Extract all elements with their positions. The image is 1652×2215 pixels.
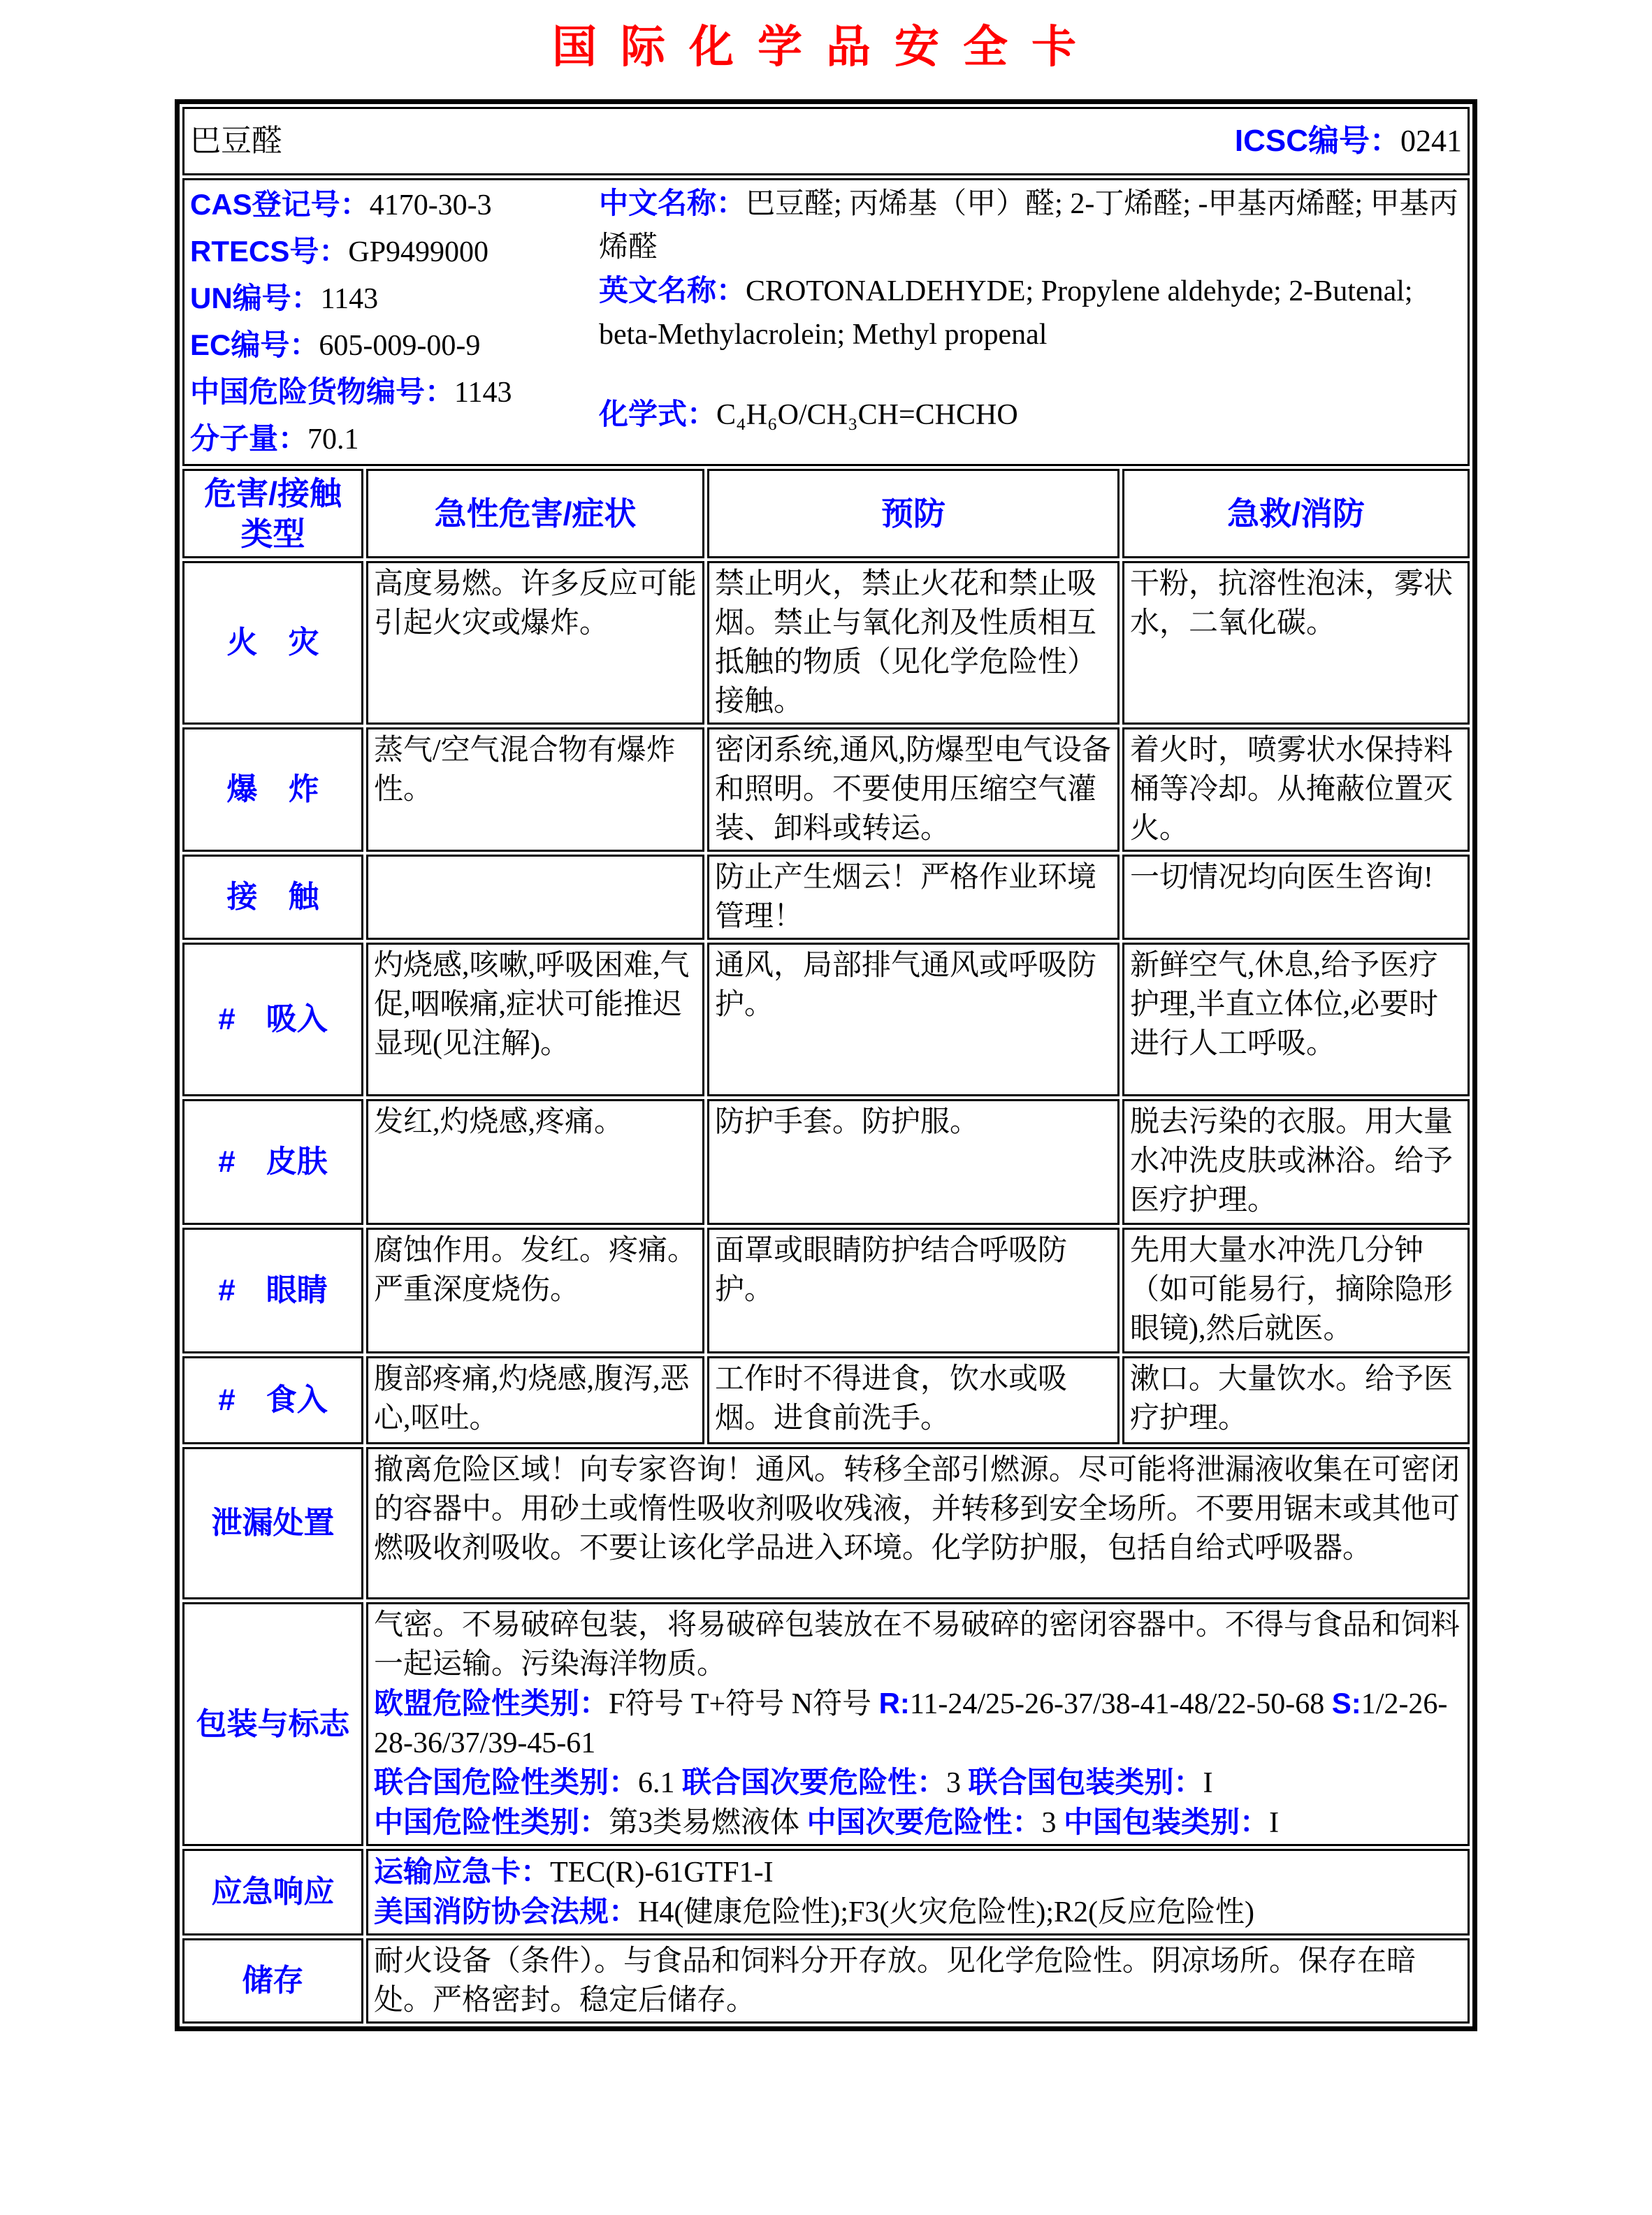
un-class-value: 6.1 xyxy=(638,1767,683,1799)
cn-subsidiary-value: 3 xyxy=(1041,1807,1064,1839)
spill-text-cell: 撤离危险区域！向专家咨询！通风。转移全部引燃源。尽可能将泄漏液收集在可密闭的容器中。用砂土或惰性吸收剂吸收残液，并转移到安全场所。不要用锯末或其他可燃吸收剂吸收。不要让该化学品进入环境。化学防护服，包括自给式呼吸器。 xyxy=(366,1447,1470,1599)
names-block xyxy=(599,182,1462,463)
s-phrases-value: 1/2-26-28-36/37/39-45-61 xyxy=(374,1688,1448,1759)
hazard-table-header-row xyxy=(182,469,1470,558)
ingestion-symptoms-cell: 腹部疼痛,灼烧感,腹泻,恶心,呕吐。 xyxy=(366,1356,704,1444)
row-label-storage: 储存 xyxy=(182,1938,363,2024)
storage-text-cell: 耐火设备（条件）。与食品和饲料分开存放。见化学危险性。阴凉场所。保存在暗处。严格密封。稳定后储存。 xyxy=(366,1938,1470,2024)
identifier-value: GP9499000 xyxy=(348,236,489,268)
english-names-label: 英文名称： xyxy=(599,274,746,307)
exposure-response-cell: 一切情况均向医生咨询! xyxy=(1122,855,1470,940)
identifier-label: RTECS号： xyxy=(190,235,349,268)
header-cell-symptoms: 急性危害/症状 xyxy=(366,469,704,558)
inhalation-symptoms-cell: 灼烧感,咳嗽,呼吸困难,气促,咽喉痛,症状可能推迟显现(见注解)。 xyxy=(366,943,704,1096)
skin-response-cell: 脱去污染的衣服。用大量水冲洗皮肤或淋浴。给予医疗护理。 xyxy=(1122,1099,1470,1225)
chemical-info-layout xyxy=(190,182,1462,463)
row-label-inhalation: # 吸入 xyxy=(182,943,363,1096)
icsc-number-value: 0241 xyxy=(1400,124,1462,158)
eyes-response-cell: 先用大量水冲洗几分钟（如可能易行，摘除隐形眼镜),然后就医。 xyxy=(1122,1228,1470,1353)
chinese-names-line xyxy=(599,182,1462,269)
r-phrases-label: R: xyxy=(878,1687,910,1720)
row-label-explosion: 爆 炸 xyxy=(182,727,363,852)
emergency-response-row xyxy=(182,1849,1470,1936)
fire-symptoms-cell: 高度易燃。许多反应可能引起火灾或爆炸。 xyxy=(366,561,704,725)
icsc-card-table xyxy=(175,99,1477,2031)
r-phrases-value: 11-24/25-26-37/38-41-48/22-50-68 xyxy=(909,1688,1332,1720)
hazard-row-skin xyxy=(182,1099,1470,1225)
identifier-value: 4170-30-3 xyxy=(369,189,492,222)
s-phrases-label: S: xyxy=(1331,1687,1361,1720)
tec-value: TEC(R)-61GTF1-I xyxy=(550,1857,774,1889)
packaging-un-line xyxy=(374,1763,1462,1803)
hazard-row-inhalation xyxy=(182,943,1470,1096)
un-class-label: 联合国危险性类别： xyxy=(374,1766,639,1799)
cn-class-value: 第3类易燃液体 xyxy=(609,1807,807,1839)
ingestion-response-cell: 漱口。大量饮水。给予医疗护理。 xyxy=(1122,1356,1470,1444)
identifier-label: CAS登记号： xyxy=(190,188,370,221)
chemical-info-cell xyxy=(182,178,1470,466)
header-cell-hazard-type: 危害/接触类型 xyxy=(182,469,363,558)
row-label-exposure: 接 触 xyxy=(182,855,363,940)
row-label-eyes: # 眼睛 xyxy=(182,1228,363,1353)
explosion-symptoms-cell: 蒸气/空气混合物有爆炸性。 xyxy=(366,727,704,852)
page-title: 国际化学品安全卡 xyxy=(552,22,1100,72)
hazard-row-exposure xyxy=(182,855,1470,940)
row-label-packaging: 包装与标志 xyxy=(182,1602,363,1846)
explosion-response-cell: 着火时，喷雾状水保持料桶等冷却。从掩蔽位置灭火。 xyxy=(1122,727,1470,852)
eu-symbols: F符号 T+符号 N符号 xyxy=(609,1688,879,1720)
eyes-symptoms-cell: 腐蚀作用。发红。疼痛。严重深度烧伤。 xyxy=(366,1228,704,1353)
identifier-value: 70.1 xyxy=(307,423,359,456)
identifier-list xyxy=(190,182,599,463)
row-label-emergency: 应急响应 xyxy=(182,1849,363,1936)
chemical-name: 巴豆醛 xyxy=(190,124,282,158)
inhalation-response-cell: 新鲜空气,休息,给予医疗护理,半直立体位,必要时进行人工呼吸。 xyxy=(1122,943,1470,1096)
hazard-row-ingestion xyxy=(182,1356,1470,1444)
row-label-ingestion: # 食入 xyxy=(182,1356,363,1444)
identifier-value: 1143 xyxy=(320,283,379,315)
card-title-cell xyxy=(182,107,1470,175)
english-names-line xyxy=(599,269,1462,356)
header-cell-prevention: 预防 xyxy=(707,469,1120,558)
chemical-info-row xyxy=(182,178,1470,466)
exposure-symptoms-cell xyxy=(366,855,704,940)
un-subsidiary-value: 3 xyxy=(946,1767,969,1799)
inhalation-prevention-cell: 通风，局部排气通风或呼吸防护。 xyxy=(707,943,1120,1096)
formula-line xyxy=(599,393,1462,437)
header-cell-first-aid: 急救/消防 xyxy=(1122,469,1470,558)
un-packing-group-label: 联合国包装类别： xyxy=(968,1766,1203,1799)
un-packing-group-value: I xyxy=(1203,1767,1213,1799)
identifier-molecular-weight xyxy=(190,416,599,463)
cn-class-label: 中国危险性类别： xyxy=(374,1806,609,1838)
packaging-row xyxy=(182,1602,1470,1846)
identifier-label: 分子量： xyxy=(190,422,308,455)
name-bar xyxy=(190,122,1462,161)
chinese-names-value: 巴豆醛; 丙烯基（甲）醛; 2-丁烯醛; -甲基丙烯醛; 甲基丙烯醛 xyxy=(599,188,1458,263)
eu-class-label: 欧盟危险性类别： xyxy=(374,1687,609,1720)
row-label-fire: 火 灾 xyxy=(182,561,363,725)
cn-packing-group-label: 中国包装类别： xyxy=(1064,1806,1270,1838)
exposure-prevention-cell: 防止产生烟云！严格作业环境管理！ xyxy=(707,855,1120,940)
identifier-label: EC编号： xyxy=(190,328,319,361)
eyes-prevention-cell: 面罩或眼睛防护结合呼吸防护。 xyxy=(707,1228,1120,1353)
storage-row xyxy=(182,1938,1470,2024)
explosion-prevention-cell: 密闭系统,通风,防爆型电气设备和照明。不要使用压缩空气灌装、卸料或转运。 xyxy=(707,727,1120,852)
nfpa-line xyxy=(374,1892,1462,1932)
emergency-content-cell xyxy=(366,1849,1470,1936)
formula-value: C₄H₆O/CH₃CH=CHCHO xyxy=(716,399,1018,431)
row-label-skin: # 皮肤 xyxy=(182,1099,363,1225)
formula-label: 化学式： xyxy=(599,398,717,430)
tec-label: 运输应急卡： xyxy=(374,1855,551,1888)
identifier-un xyxy=(190,275,599,322)
identifier-cn-dangerous-goods xyxy=(190,369,599,416)
packaging-cn-line xyxy=(374,1803,1462,1843)
row-label-spill: 泄漏处置 xyxy=(182,1447,363,1599)
identifier-value: 1143 xyxy=(454,377,512,409)
identifier-cas xyxy=(190,182,599,228)
identifier-ec xyxy=(190,322,599,369)
ingestion-prevention-cell: 工作时不得进食，饮水或吸烟。进食前洗手。 xyxy=(707,1356,1120,1444)
cn-subsidiary-label: 中国次要危险性： xyxy=(806,1806,1042,1838)
un-subsidiary-label: 联合国次要危险性： xyxy=(682,1766,947,1799)
packaging-content-cell xyxy=(366,1602,1470,1846)
hazard-row-explosion xyxy=(182,727,1470,852)
identifier-label: UN编号： xyxy=(190,282,321,314)
icsc-number xyxy=(1235,122,1462,161)
spill-row xyxy=(182,1447,1470,1599)
tec-line xyxy=(374,1852,1462,1892)
chinese-names-label: 中文名称： xyxy=(599,187,746,219)
nfpa-label: 美国消防协会法规： xyxy=(374,1895,639,1928)
fire-response-cell: 干粉，抗溶性泡沫，雾状水，二氧化碳。 xyxy=(1122,561,1470,725)
icsc-number-label: ICSC编号： xyxy=(1234,124,1400,158)
identifier-label: 中国危险货物编号： xyxy=(190,375,455,408)
english-names-value: CROTONALDEHYDE; Propylene aldehyde; 2-Butenal; beta-Methylacrolein; Methyl propenal xyxy=(599,275,1413,351)
nfpa-value: H4(健康危险性);F3(火灾危险性);R2(反应危险性) xyxy=(638,1896,1254,1929)
hazard-row-eyes xyxy=(182,1228,1470,1353)
identifier-rtecs xyxy=(190,228,599,275)
card-title-row xyxy=(182,107,1470,175)
fire-prevention-cell: 禁止明火，禁止火花和禁止吸烟。禁止与氧化剂及性质相互抵触的物质（见化学危险性）接触。 xyxy=(707,561,1120,725)
packaging-intro: 气密。不易破碎包装，将易破碎包装放在不易破碎的密闭容器中。不得与食品和饲料一起运输。污染海洋物质。 xyxy=(374,1609,1461,1680)
hazard-row-fire xyxy=(182,561,1470,725)
packaging-eu-line xyxy=(374,1684,1462,1763)
identifier-value: 605-009-00-9 xyxy=(319,330,481,362)
cn-packing-group-value: I xyxy=(1269,1807,1280,1839)
skin-symptoms-cell: 发红,灼烧感,疼痛。 xyxy=(366,1099,704,1225)
skin-prevention-cell: 防护手套。防护服。 xyxy=(707,1099,1120,1225)
